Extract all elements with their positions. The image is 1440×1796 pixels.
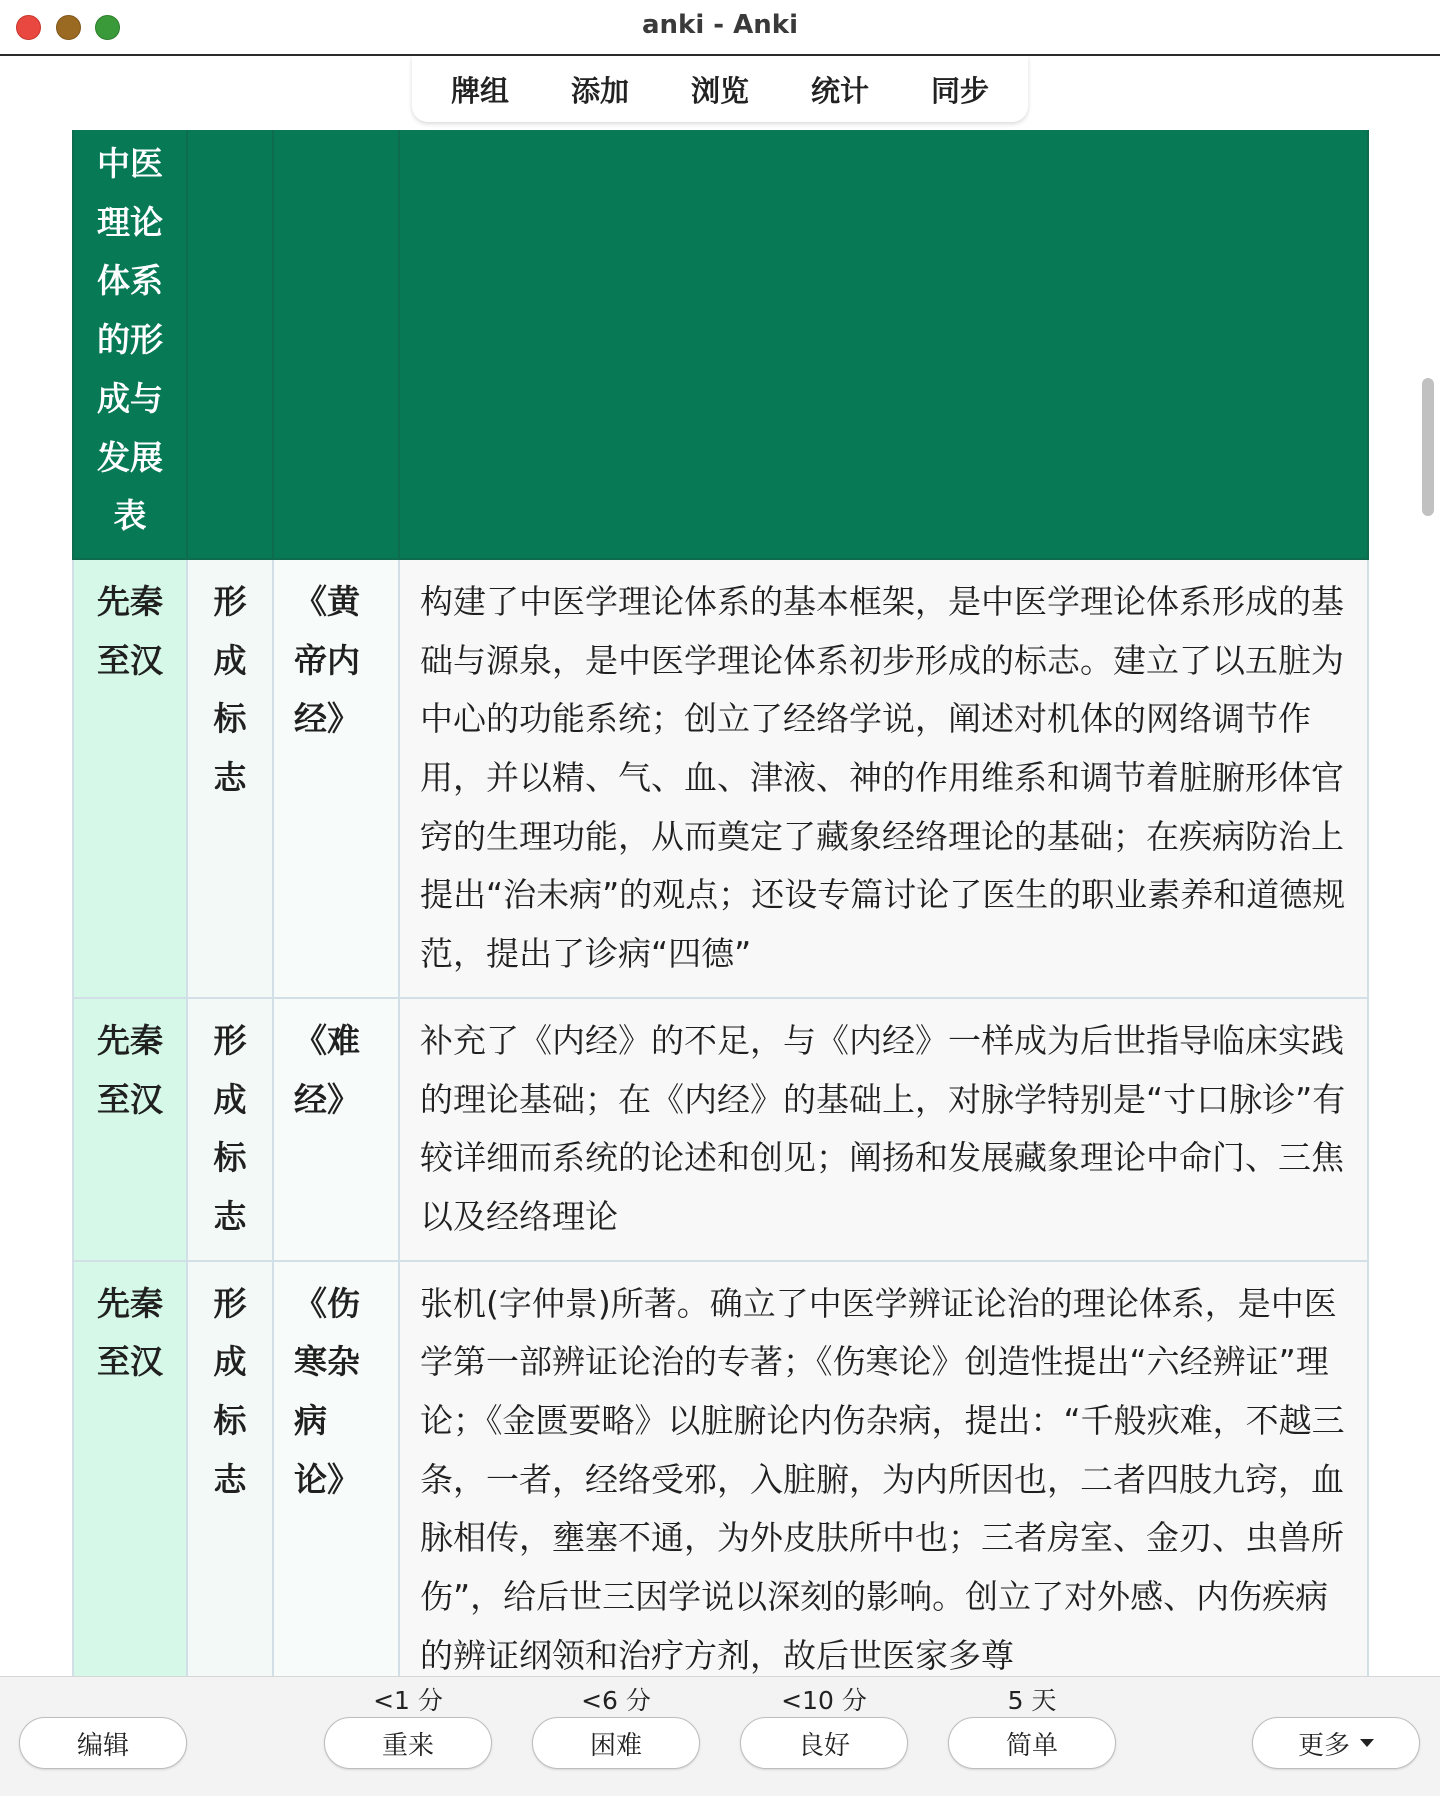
toolbar-browse[interactable]: 浏览 bbox=[690, 73, 749, 108]
period-line: 至汉 bbox=[97, 640, 163, 680]
header-title-line: 的形 bbox=[97, 320, 163, 360]
window-titlebar bbox=[0, 0, 1440, 56]
book-cell bbox=[273, 1261, 399, 1676]
header-title-line: 中医 bbox=[97, 144, 163, 183]
again-interval: <1 分 bbox=[373, 1686, 443, 1715]
book-line: 寒杂 bbox=[294, 1342, 360, 1382]
header-title-line: 发展 bbox=[97, 437, 163, 477]
period-line: 先秦 bbox=[97, 581, 163, 621]
window-title: anki - Anki bbox=[642, 10, 798, 40]
category-line: 形 bbox=[213, 1020, 247, 1060]
table-header-row bbox=[73, 130, 1368, 559]
book-line: 病 bbox=[294, 1401, 327, 1441]
hard-interval: <6 分 bbox=[581, 1686, 651, 1715]
period-line: 至汉 bbox=[97, 1342, 163, 1382]
description-cell: 构建了中医学理论体系的基本框架，是中医学理论体系形成的基础与源泉，是中医学理论体系初步形成的标志。建立了以五脏为中心的功能系统；创立了经络学说，阐述对机体的网络调节作用，并以精、气、血、津液、神的作用维系和调节着脏腑形体官窍的生理功能，从而奠定了藏象经络理论的基础；在疾病防治上提出“治未病”的观点；还设专篇讨论了医生的职业素养和道德规范，提出了诊病“四德” bbox=[399, 559, 1368, 998]
period-cell bbox=[73, 559, 187, 998]
hard-button[interactable]: 困难 bbox=[532, 1717, 700, 1769]
card-content[interactable] bbox=[0, 130, 1440, 1676]
period-line: 先秦 bbox=[97, 1283, 163, 1323]
category-line: 形 bbox=[213, 581, 247, 621]
toolbar-add[interactable]: 添加 bbox=[570, 73, 629, 108]
toolbar-sync[interactable]: 同步 bbox=[930, 73, 989, 108]
toolbar-stats[interactable]: 统计 bbox=[810, 73, 869, 108]
good-interval: <10 分 bbox=[781, 1686, 867, 1715]
book-line: 论》 bbox=[294, 1459, 360, 1499]
more-label: 更多 bbox=[1297, 1730, 1350, 1761]
table-row bbox=[73, 559, 1368, 998]
again-button[interactable]: 重来 bbox=[324, 1717, 492, 1769]
book-cell bbox=[273, 559, 399, 998]
book-line: 经》 bbox=[294, 699, 360, 739]
category-line: 形 bbox=[213, 1283, 247, 1323]
description-cell: 张机(字仲景)所著。确立了中医学辨证论治的理论体系，是中医学第一部辨证论治的专著；《伤寒论》创造性提出“六经辨证”理论；《金匮要略》以脏腑论内伤杂病，提出：“千般疢难，不越三条，一者，经络受邪，入脏腑，为内所因也，二者四肢九窍，血脉相传，壅塞不通，为外皮肤所中也；三者房室、金刃、虫兽所伤”，给后世三因学说以深刻的影响。创立了对外感、内伤疾病的辨证纲领和治疗方剂，故后世医家多尊 bbox=[399, 1261, 1368, 1676]
table-row bbox=[73, 998, 1368, 1261]
main-toolbar bbox=[412, 56, 1028, 122]
category-line: 志 bbox=[213, 1459, 247, 1499]
period-line: 先秦 bbox=[97, 1020, 163, 1060]
header-empty-cell bbox=[273, 130, 399, 559]
toolbar-decks[interactable]: 牌组 bbox=[450, 73, 509, 108]
good-button[interactable]: 良好 bbox=[740, 1717, 908, 1769]
category-line: 志 bbox=[213, 758, 247, 798]
header-title-line: 成与 bbox=[97, 378, 163, 418]
easy-interval: 5 天 bbox=[1007, 1686, 1057, 1715]
book-line: 《黄 bbox=[294, 581, 360, 621]
table-row bbox=[73, 1261, 1368, 1676]
book-line: 帝内 bbox=[294, 640, 360, 680]
edit-button[interactable]: 编辑 bbox=[19, 1717, 187, 1769]
category-line: 成 bbox=[213, 1342, 247, 1382]
description-cell: 补充了《内经》的不足，与《内经》一样成为后世指导临床实践的理论基础；在《内经》的基础上，对脉学特别是“寸口脉诊”有较详细而系统的论述和创见；阐扬和发展藏象理论中命门、三焦以及经络理论 bbox=[399, 998, 1368, 1261]
more-button[interactable] bbox=[1252, 1717, 1420, 1769]
book-line: 《难 bbox=[294, 1020, 360, 1060]
header-title-line: 理论 bbox=[97, 202, 163, 242]
header-title-cell bbox=[73, 130, 187, 559]
category-line: 标 bbox=[213, 1138, 247, 1178]
period-cell bbox=[73, 998, 187, 1261]
period-cell bbox=[73, 1261, 187, 1676]
header-title-line: 表 bbox=[113, 496, 147, 536]
period-line: 至汉 bbox=[97, 1079, 163, 1119]
category-line: 成 bbox=[213, 1079, 247, 1119]
book-cell bbox=[273, 998, 399, 1261]
category-line: 标 bbox=[213, 699, 247, 739]
easy-button[interactable]: 简单 bbox=[948, 1717, 1116, 1769]
answer-bar bbox=[0, 1676, 1440, 1796]
category-line: 成 bbox=[213, 640, 247, 680]
header-empty-cell bbox=[399, 130, 1368, 559]
header-empty-cell bbox=[187, 130, 273, 559]
book-line: 《伤 bbox=[294, 1283, 360, 1323]
category-line: 标 bbox=[213, 1401, 247, 1441]
chevron-down-icon bbox=[1360, 1739, 1374, 1747]
category-cell bbox=[187, 559, 273, 998]
book-line: 经》 bbox=[294, 1079, 360, 1119]
category-cell bbox=[187, 998, 273, 1261]
note-table bbox=[72, 130, 1369, 1676]
category-cell bbox=[187, 1261, 273, 1676]
category-line: 志 bbox=[213, 1196, 247, 1236]
header-title-line: 体系 bbox=[97, 261, 163, 301]
vertical-scrollbar-thumb[interactable] bbox=[1422, 378, 1434, 516]
